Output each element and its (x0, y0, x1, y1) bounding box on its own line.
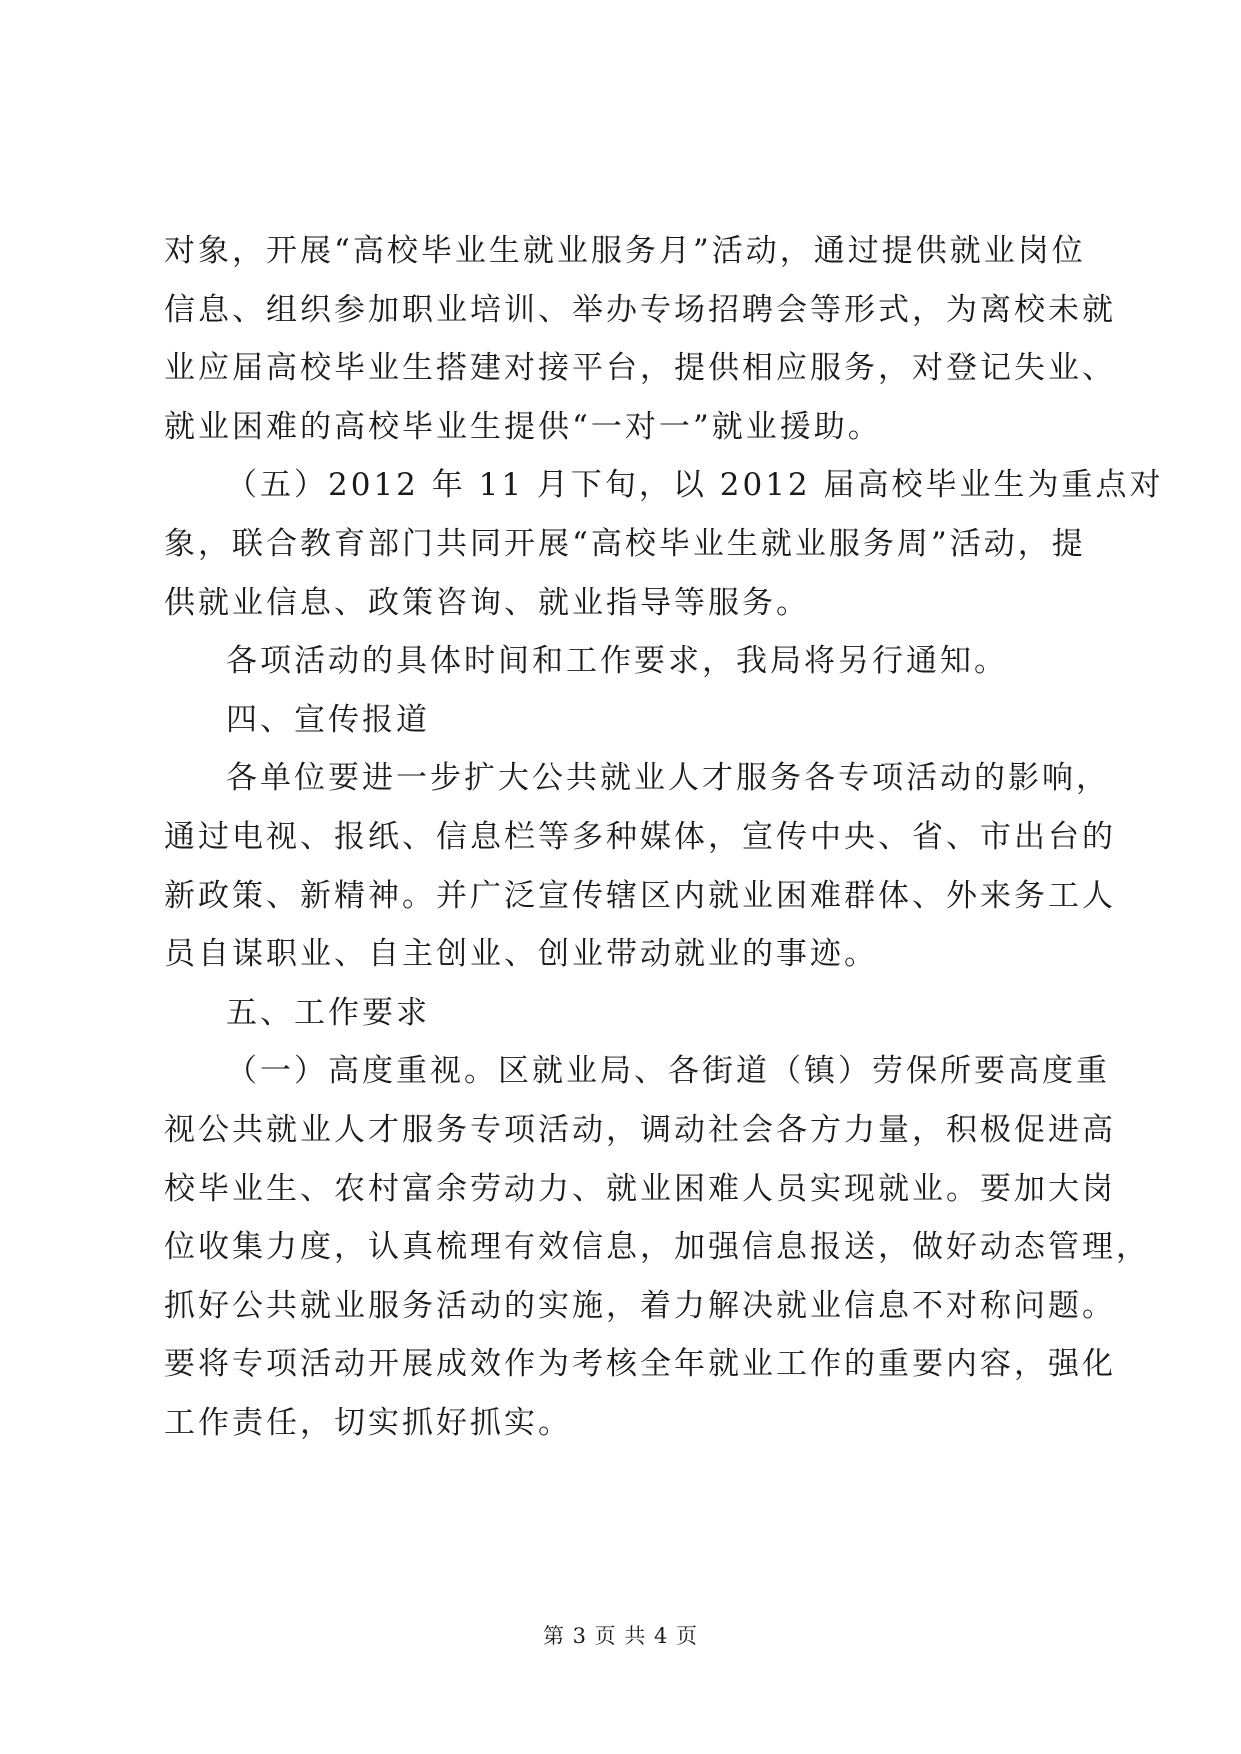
text-line: 位收集力度，认真梳理有效信息，加强信息报送，做好动态管理， (164, 1229, 1150, 1266)
text-line: 员自谋职业、自主创业、创业带动就业的事迹。 (164, 936, 878, 973)
text-line: 通过电视、报纸、信息栏等多种媒体，宣传中央、省、市出台的 (164, 818, 1116, 855)
text-line: 抓好公共就业服务活动的实施，着力解决就业信息不对称问题。 (164, 1287, 1116, 1324)
text-line: 工作责任，切实抓好抓实。 (164, 1404, 572, 1441)
text-line: 视公共就业人才服务专项活动，调动社会各方力量，积极促进高 (164, 1111, 1116, 1148)
text-line: （五）2012 年 11 月下旬，以 2012 届高校毕业生为重点对 (226, 467, 1164, 504)
text-line: （一）高度重视。区就业局、各街道（镇）劳保所要高度重 (226, 1053, 1110, 1090)
text-line: 四、宣传报道 (226, 701, 430, 738)
text-line: 校毕业生、农村富余劳动力、就业困难人员实现就业。要加大岗 (164, 1170, 1116, 1207)
text-line: 五、工作要求 (226, 994, 430, 1031)
document-body (164, 222, 1164, 1452)
page-footer: 第 3 页 共 4 页 (542, 1624, 699, 1648)
text-line: 就业困难的高校毕业生提供“一对一”就业援助。 (164, 408, 882, 445)
text-line: 各项活动的具体时间和工作要求，我局将另行通知。 (226, 643, 1008, 680)
text-line: 要将专项活动开展成效作为考核全年就业工作的重要内容，强化 (164, 1346, 1116, 1383)
text-line: 业应届高校毕业生搭建对接平台，提供相应服务，对登记失业、 (164, 350, 1116, 387)
text-line: 各单位要进一步扩大公共就业人才服务各专项活动的影响， (226, 760, 1110, 797)
text-line: 象，联合教育部门共同开展“高校毕业生就业服务周”活动，提 (164, 525, 1086, 562)
text-line: 对象，开展“高校毕业生就业服务月”活动，通过提供就业岗位 (164, 233, 1086, 269)
text-line: 信息、组织参加职业培训、举办专场招聘会等形式，为离校未就 (164, 291, 1116, 328)
text-line: 供就业信息、政策咨询、就业指导等服务。 (164, 584, 810, 621)
text-line: 新政策、新精神。并广泛宣传辖区内就业困难群体、外来务工人 (164, 877, 1116, 914)
